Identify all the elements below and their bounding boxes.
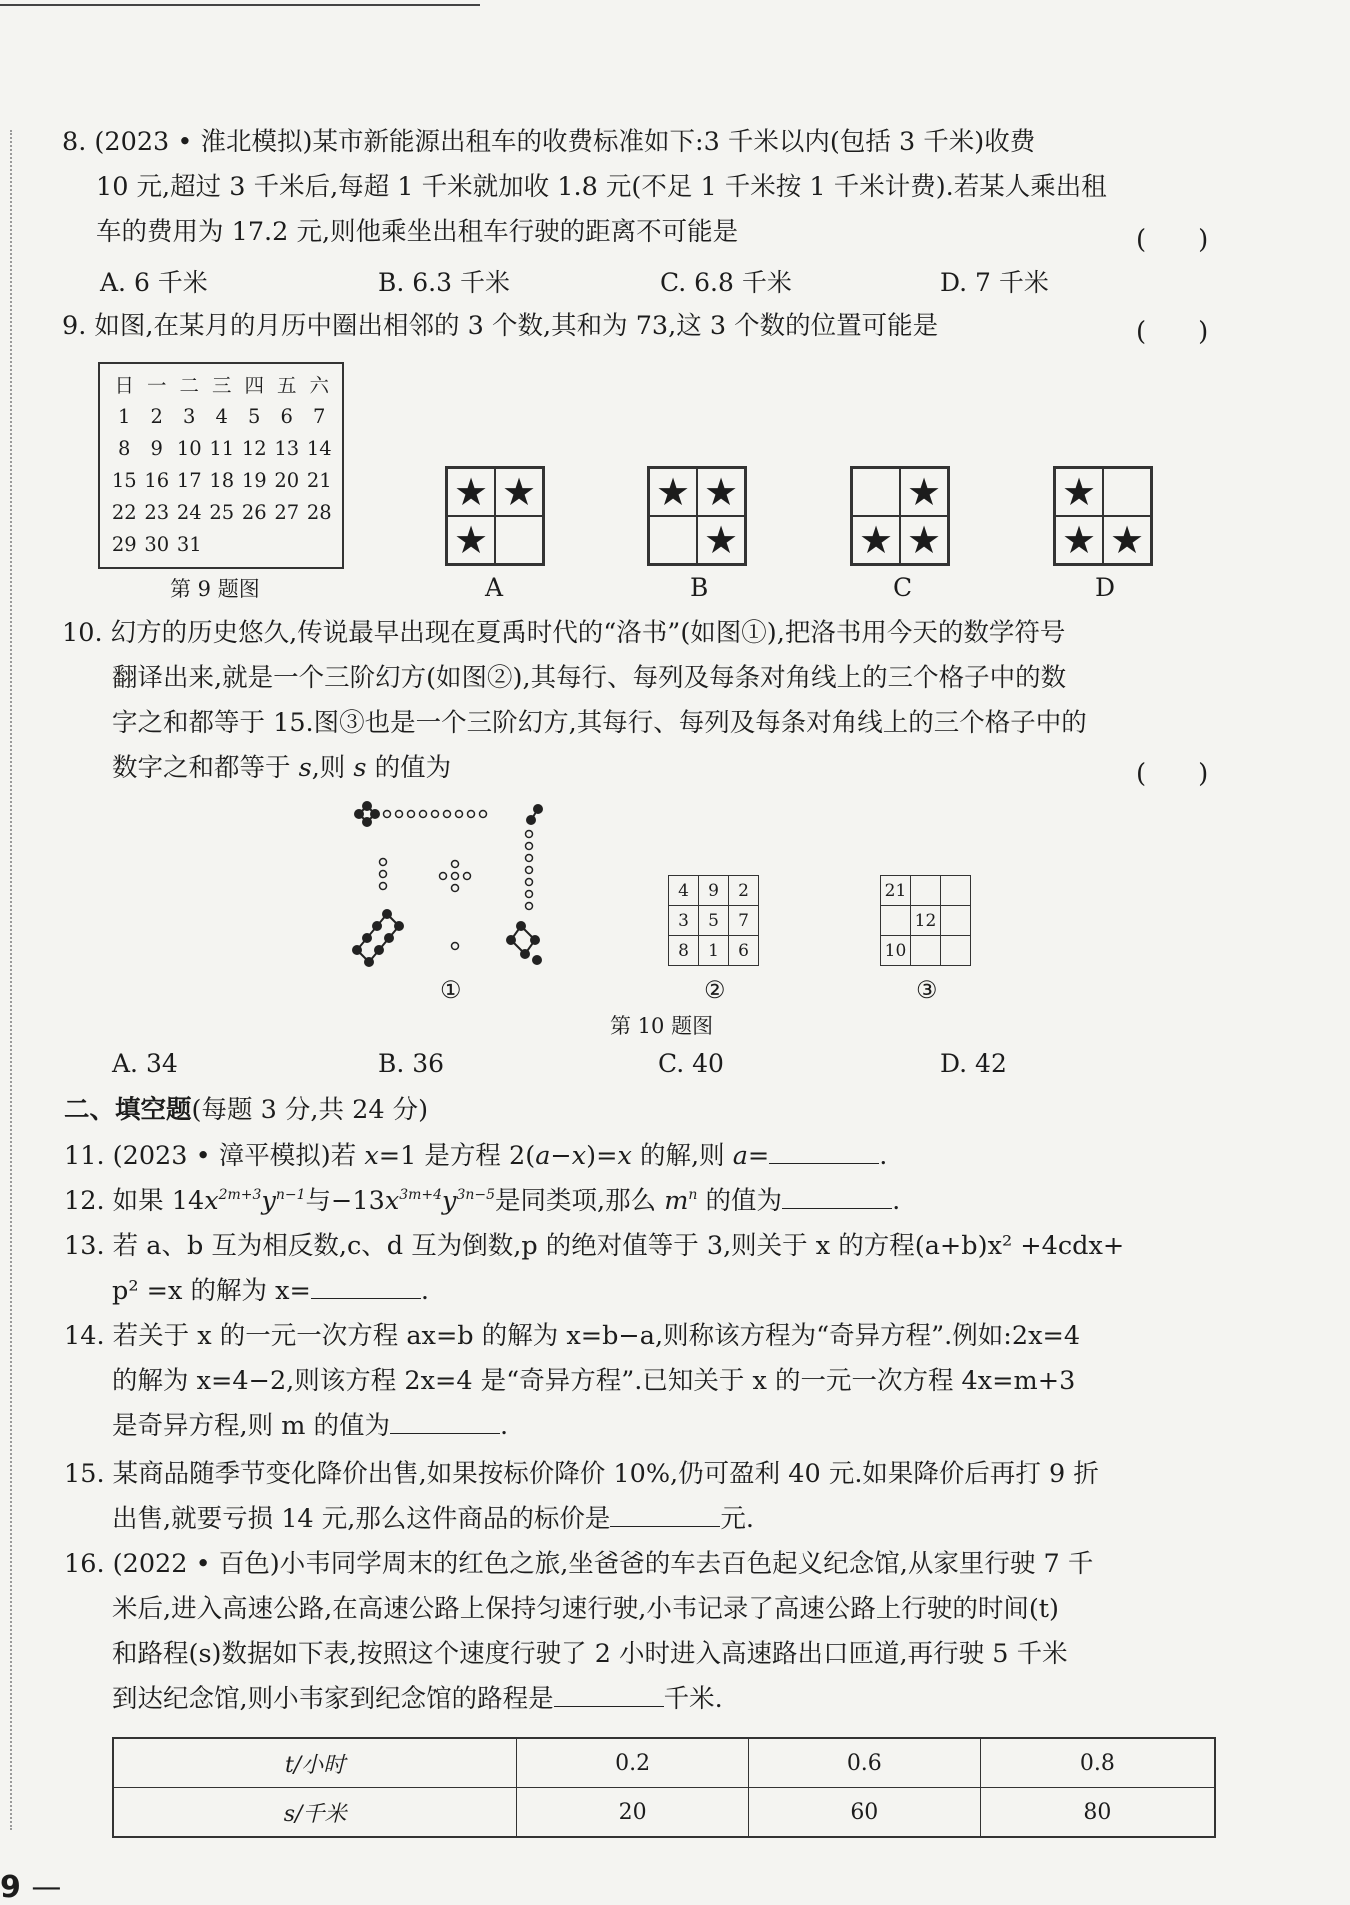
calendar-day: 10	[176, 436, 202, 460]
calendar-day: 7	[313, 404, 326, 428]
q10-line4-text: 的值为	[366, 753, 452, 783]
q15-line2	[112, 1502, 754, 1536]
q10-option-d: D. 42	[940, 1049, 1007, 1078]
q12-text: 与−13	[305, 1186, 385, 1216]
magic-cell: 9	[699, 876, 729, 906]
var-x: x	[571, 1141, 587, 1171]
empty-cell	[852, 468, 900, 516]
q12-line	[64, 1184, 900, 1218]
table-cell: t/小时	[113, 1738, 517, 1788]
q8-answer-paren: ( )	[1136, 225, 1209, 255]
page-number-value: 9	[0, 1870, 21, 1905]
q12-text: .	[892, 1186, 901, 1216]
q9-line1: 9. 如图,在某月的月历中圈出相邻的 3 个数,其和为 73,这 3 个数的位置可能是	[62, 311, 939, 341]
option-label-a: A	[485, 573, 504, 602]
calendar-day: 5	[248, 404, 261, 428]
time-distance-table	[112, 1737, 1216, 1838]
calendar-day	[206, 528, 239, 560]
q9-figure-caption: 第 9 题图	[170, 577, 260, 601]
var-y: y	[442, 1186, 457, 1216]
star-icon: ★	[1103, 516, 1151, 564]
empty-cell	[649, 516, 697, 564]
star-icon: ★	[447, 468, 495, 516]
calendar-header: 一	[146, 374, 167, 397]
q14-text: .	[500, 1411, 509, 1441]
star-icon: ★	[697, 468, 745, 516]
calendar-day: 27	[274, 500, 300, 524]
q16-line4	[112, 1682, 723, 1716]
q10-line4-text: ,则	[311, 753, 354, 783]
calendar-day: 26	[241, 500, 267, 524]
calendar-day: 12	[241, 436, 267, 460]
calendar-day	[238, 528, 271, 560]
magic-cell	[911, 876, 941, 906]
exponent: n	[688, 1187, 698, 1203]
magic-cell: 7	[729, 906, 759, 936]
table-cell: 0.2	[517, 1738, 749, 1788]
star-grid-b	[647, 466, 747, 566]
section-2-note: (每题 3 分,共 24 分)	[191, 1095, 429, 1125]
calendar-day: 25	[209, 500, 235, 524]
calendar-day: 19	[241, 468, 267, 492]
magic-cell	[941, 936, 971, 966]
var-a: a	[535, 1141, 551, 1171]
calendar-day: 15	[111, 468, 137, 492]
q15-line1: 15. 某商品随季节变化降价出售,如果按标价降价 10%,仍可盈利 40 元.如果降价后再打 9 折	[64, 1459, 1099, 1489]
q8-line2: 10 元,超过 3 千米后,每超 1 千米就加收 1.8 元(不足 1 千米按 1 千米计费).若某人乘出租	[96, 172, 1107, 202]
exponent: 3n−5	[456, 1187, 496, 1203]
var-x: x	[384, 1186, 400, 1216]
calendar-day: 4	[215, 404, 228, 428]
q15-text: 出售,就要亏损 14 元,那么这件商品的标价是	[112, 1504, 611, 1534]
q13-line1: 13. 若 a、b 互为相反数,c、d 互为倒数,p 的绝对值等于 3,则关于 x 的方程(a+b)x² +4cdx+	[64, 1231, 1125, 1261]
binding-margin	[10, 130, 12, 1830]
q10-option-b: B. 36	[378, 1049, 445, 1078]
star-grid-c	[850, 466, 950, 566]
calendar-day: 14	[306, 436, 332, 460]
option-label-c: C	[893, 573, 913, 602]
figure-3-label: ③	[916, 976, 938, 1004]
calendar-day: 16	[144, 468, 170, 492]
q16-line2: 米后,进入高速公路,在高速公路上保持匀速行驶,小韦记录了高速公路上行驶的时间(t)	[112, 1594, 1059, 1624]
q14-answer-blank[interactable]	[390, 1411, 500, 1434]
q11-line	[64, 1139, 887, 1173]
q8-option-a: A. 6 千米	[100, 268, 208, 297]
page-number	[0, 1870, 61, 1905]
var-s: s	[298, 753, 312, 783]
calendar-day: 24	[176, 500, 202, 524]
option-label-d: D	[1095, 573, 1116, 602]
calendar-day: 13	[274, 436, 300, 460]
calendar-day: 3	[183, 404, 196, 428]
table-cell: 20	[517, 1788, 749, 1838]
figure-1-label: ①	[440, 976, 462, 1004]
star-icon: ★	[1055, 468, 1103, 516]
q8-line1: 8. (2023 • 淮北模拟)某市新能源出租车的收费标准如下:3 千米以内(包括 3 千米)收费	[62, 127, 1036, 157]
magic-cell: 2	[729, 876, 759, 906]
q16-line3: 和路程(s)数据如下表,按照这个速度行驶了 2 小时进入高速路出口匝道,再行驶 5 千米	[112, 1639, 1068, 1669]
calendar-day: 22	[111, 500, 137, 524]
q8-option-b: B. 6.3 千米	[378, 268, 510, 297]
var-y: y	[261, 1186, 276, 1216]
q10-line3: 字之和都等于 15.图③也是一个三阶幻方,其每行、每列及每条对角线上的三个格子中的	[112, 708, 1087, 738]
star-grid-d	[1053, 466, 1153, 566]
q13-answer-blank[interactable]	[311, 1276, 421, 1299]
calendar-day: 8	[118, 436, 131, 460]
var-x: x	[364, 1141, 379, 1171]
star-icon: ★	[495, 468, 543, 516]
calendar-day	[271, 528, 304, 560]
calendar-header: 四	[244, 374, 264, 397]
star-icon: ★	[1055, 516, 1103, 564]
q15-text: 元.	[720, 1504, 754, 1534]
var-a: a	[732, 1141, 748, 1171]
magic-cell: 5	[699, 906, 729, 936]
calendar-day: 11	[209, 436, 235, 460]
q11-text: 11. (2023 • 漳平模拟)若	[64, 1141, 365, 1171]
calendar-day: 1	[118, 404, 131, 428]
calendar-day: 2	[150, 404, 163, 428]
calendar-day: 17	[176, 468, 202, 492]
calendar-header: 日	[114, 374, 134, 397]
calendar-day: 21	[306, 468, 332, 492]
q10-option-c: C. 40	[658, 1049, 724, 1078]
table-row	[113, 1788, 1215, 1838]
calendar-day: 6	[280, 404, 293, 428]
empty-cell	[1103, 468, 1151, 516]
magic-cell	[941, 906, 971, 936]
q14-line3	[112, 1409, 508, 1443]
var-s: s	[353, 753, 367, 783]
q11-text: =	[747, 1141, 770, 1171]
calendar-day: 30	[144, 532, 170, 556]
section-2-heading	[64, 1093, 428, 1127]
q16-text: 千米.	[663, 1684, 723, 1714]
section-2-title: 二、填空题	[64, 1095, 192, 1125]
q8-option-c: C. 6.8 千米	[660, 268, 792, 297]
q13-text: p² =x 的解为 x=	[112, 1276, 311, 1306]
table-cell: 60	[748, 1788, 980, 1838]
top-rule	[0, 4, 480, 6]
calendar-day: 29	[111, 532, 137, 556]
q13-text: .	[420, 1276, 429, 1306]
exponent: n−1	[275, 1187, 306, 1203]
star-icon: ★	[447, 516, 495, 564]
calendar-header: 五	[276, 374, 297, 397]
calendar-day: 28	[306, 500, 332, 524]
q11-text: )=	[586, 1141, 618, 1171]
empty-cell	[495, 516, 543, 564]
magic-cell: 3	[669, 906, 699, 936]
magic-square-3	[880, 875, 971, 966]
page-dash: —	[31, 1870, 62, 1905]
magic-cell	[941, 876, 971, 906]
q10-option-a: A. 34	[112, 1049, 178, 1078]
q11-answer-blank[interactable]	[769, 1141, 879, 1164]
table-cell: 0.6	[748, 1738, 980, 1788]
q16-answer-blank[interactable]	[554, 1684, 664, 1707]
calendar-day	[303, 528, 336, 560]
q14-line2: 的解为 x=4−2,则该方程 2x=4 是“奇异方程”.已知关于 x 的一元一次方程 4x=m+3	[112, 1366, 1076, 1396]
magic-cell: 10	[881, 936, 911, 966]
q10-line1: 10. 幻方的历史悠久,传说最早出现在夏禹时代的“洛书”(如图①),把洛书用今天的数学符号	[62, 618, 1066, 648]
exponent: 3m+4	[399, 1187, 443, 1203]
q11-text: 的解,则	[631, 1141, 733, 1171]
q10-line2: 翻译出来,就是一个三阶幻方(如图②),其每行、每列及每条对角线上的三个格子中的数	[112, 663, 1067, 693]
calendar-day: 20	[274, 468, 300, 492]
calendar-day: 23	[144, 500, 170, 524]
q14-line1: 14. 若关于 x 的一元一次方程 ax=b 的解为 x=b−a,则称该方程为“奇异方程”.例如:2x=4	[64, 1321, 1081, 1351]
var-x: x	[617, 1141, 632, 1171]
q10-figure-caption: 第 10 题图	[610, 1014, 714, 1038]
magic-cell: 21	[881, 876, 911, 906]
option-label-b: B	[690, 573, 709, 602]
q11-text: −	[550, 1141, 572, 1171]
exponent: 2m+3	[218, 1187, 262, 1203]
q10-answer-paren: ( )	[1136, 759, 1209, 789]
q16-line1: 16. (2022 • 百色)小韦同学周末的红色之旅,坐爸爸的车去百色起义纪念馆,从家里行驶 7 千	[64, 1549, 1094, 1579]
calendar-day: 9	[150, 436, 163, 460]
magic-cell	[881, 906, 911, 936]
q16-text: 到达纪念馆,则小韦家到纪念馆的路程是	[112, 1684, 554, 1714]
figure-2-label: ②	[704, 976, 726, 1004]
q12-text: 的值为	[697, 1186, 783, 1216]
calendar-header: 二	[179, 374, 199, 397]
calendar	[98, 362, 344, 569]
magic-square-2	[668, 875, 759, 966]
star-grid-a	[445, 466, 545, 566]
q12-text: 是同类项,那么	[495, 1186, 665, 1216]
var-m: m	[664, 1186, 689, 1216]
q12-text: 12. 如果 14	[64, 1186, 205, 1216]
q14-text: 是奇异方程,则 m 的值为	[112, 1411, 390, 1441]
magic-cell: 6	[729, 936, 759, 966]
table-cell: 80	[980, 1788, 1215, 1838]
q9-answer-paren: ( )	[1136, 317, 1209, 347]
calendar-header: 三	[211, 374, 232, 397]
luoshu-figure	[345, 798, 555, 978]
q10-line4-text: 数字之和都等于	[112, 753, 299, 783]
q10-line4	[112, 751, 451, 785]
magic-cell: 8	[669, 936, 699, 966]
q12-answer-blank[interactable]	[782, 1186, 892, 1209]
q15-answer-blank[interactable]	[610, 1504, 720, 1527]
calendar-header: 六	[309, 374, 329, 397]
q8-option-d: D. 7 千米	[940, 268, 1049, 297]
magic-cell: 4	[669, 876, 699, 906]
q11-text: .	[879, 1141, 888, 1171]
table-row	[113, 1738, 1215, 1788]
q8-line3: 车的费用为 17.2 元,则他乘坐出租车行驶的距离不可能是	[96, 217, 739, 247]
calendar-table	[108, 368, 336, 560]
table-cell: s/千米	[113, 1788, 517, 1838]
magic-cell	[911, 936, 941, 966]
calendar-day: 31	[176, 532, 202, 556]
star-icon: ★	[852, 516, 900, 564]
var-x: x	[204, 1186, 219, 1216]
star-icon: ★	[697, 516, 745, 564]
q13-line2	[112, 1274, 429, 1308]
magic-cell: 1	[699, 936, 729, 966]
star-icon: ★	[900, 516, 948, 564]
calendar-day: 18	[209, 468, 235, 492]
star-icon: ★	[649, 468, 697, 516]
star-icon: ★	[900, 468, 948, 516]
table-cell: 0.8	[980, 1738, 1215, 1788]
magic-cell: 12	[911, 906, 941, 936]
q11-text: =1 是方程 2(	[378, 1141, 536, 1171]
